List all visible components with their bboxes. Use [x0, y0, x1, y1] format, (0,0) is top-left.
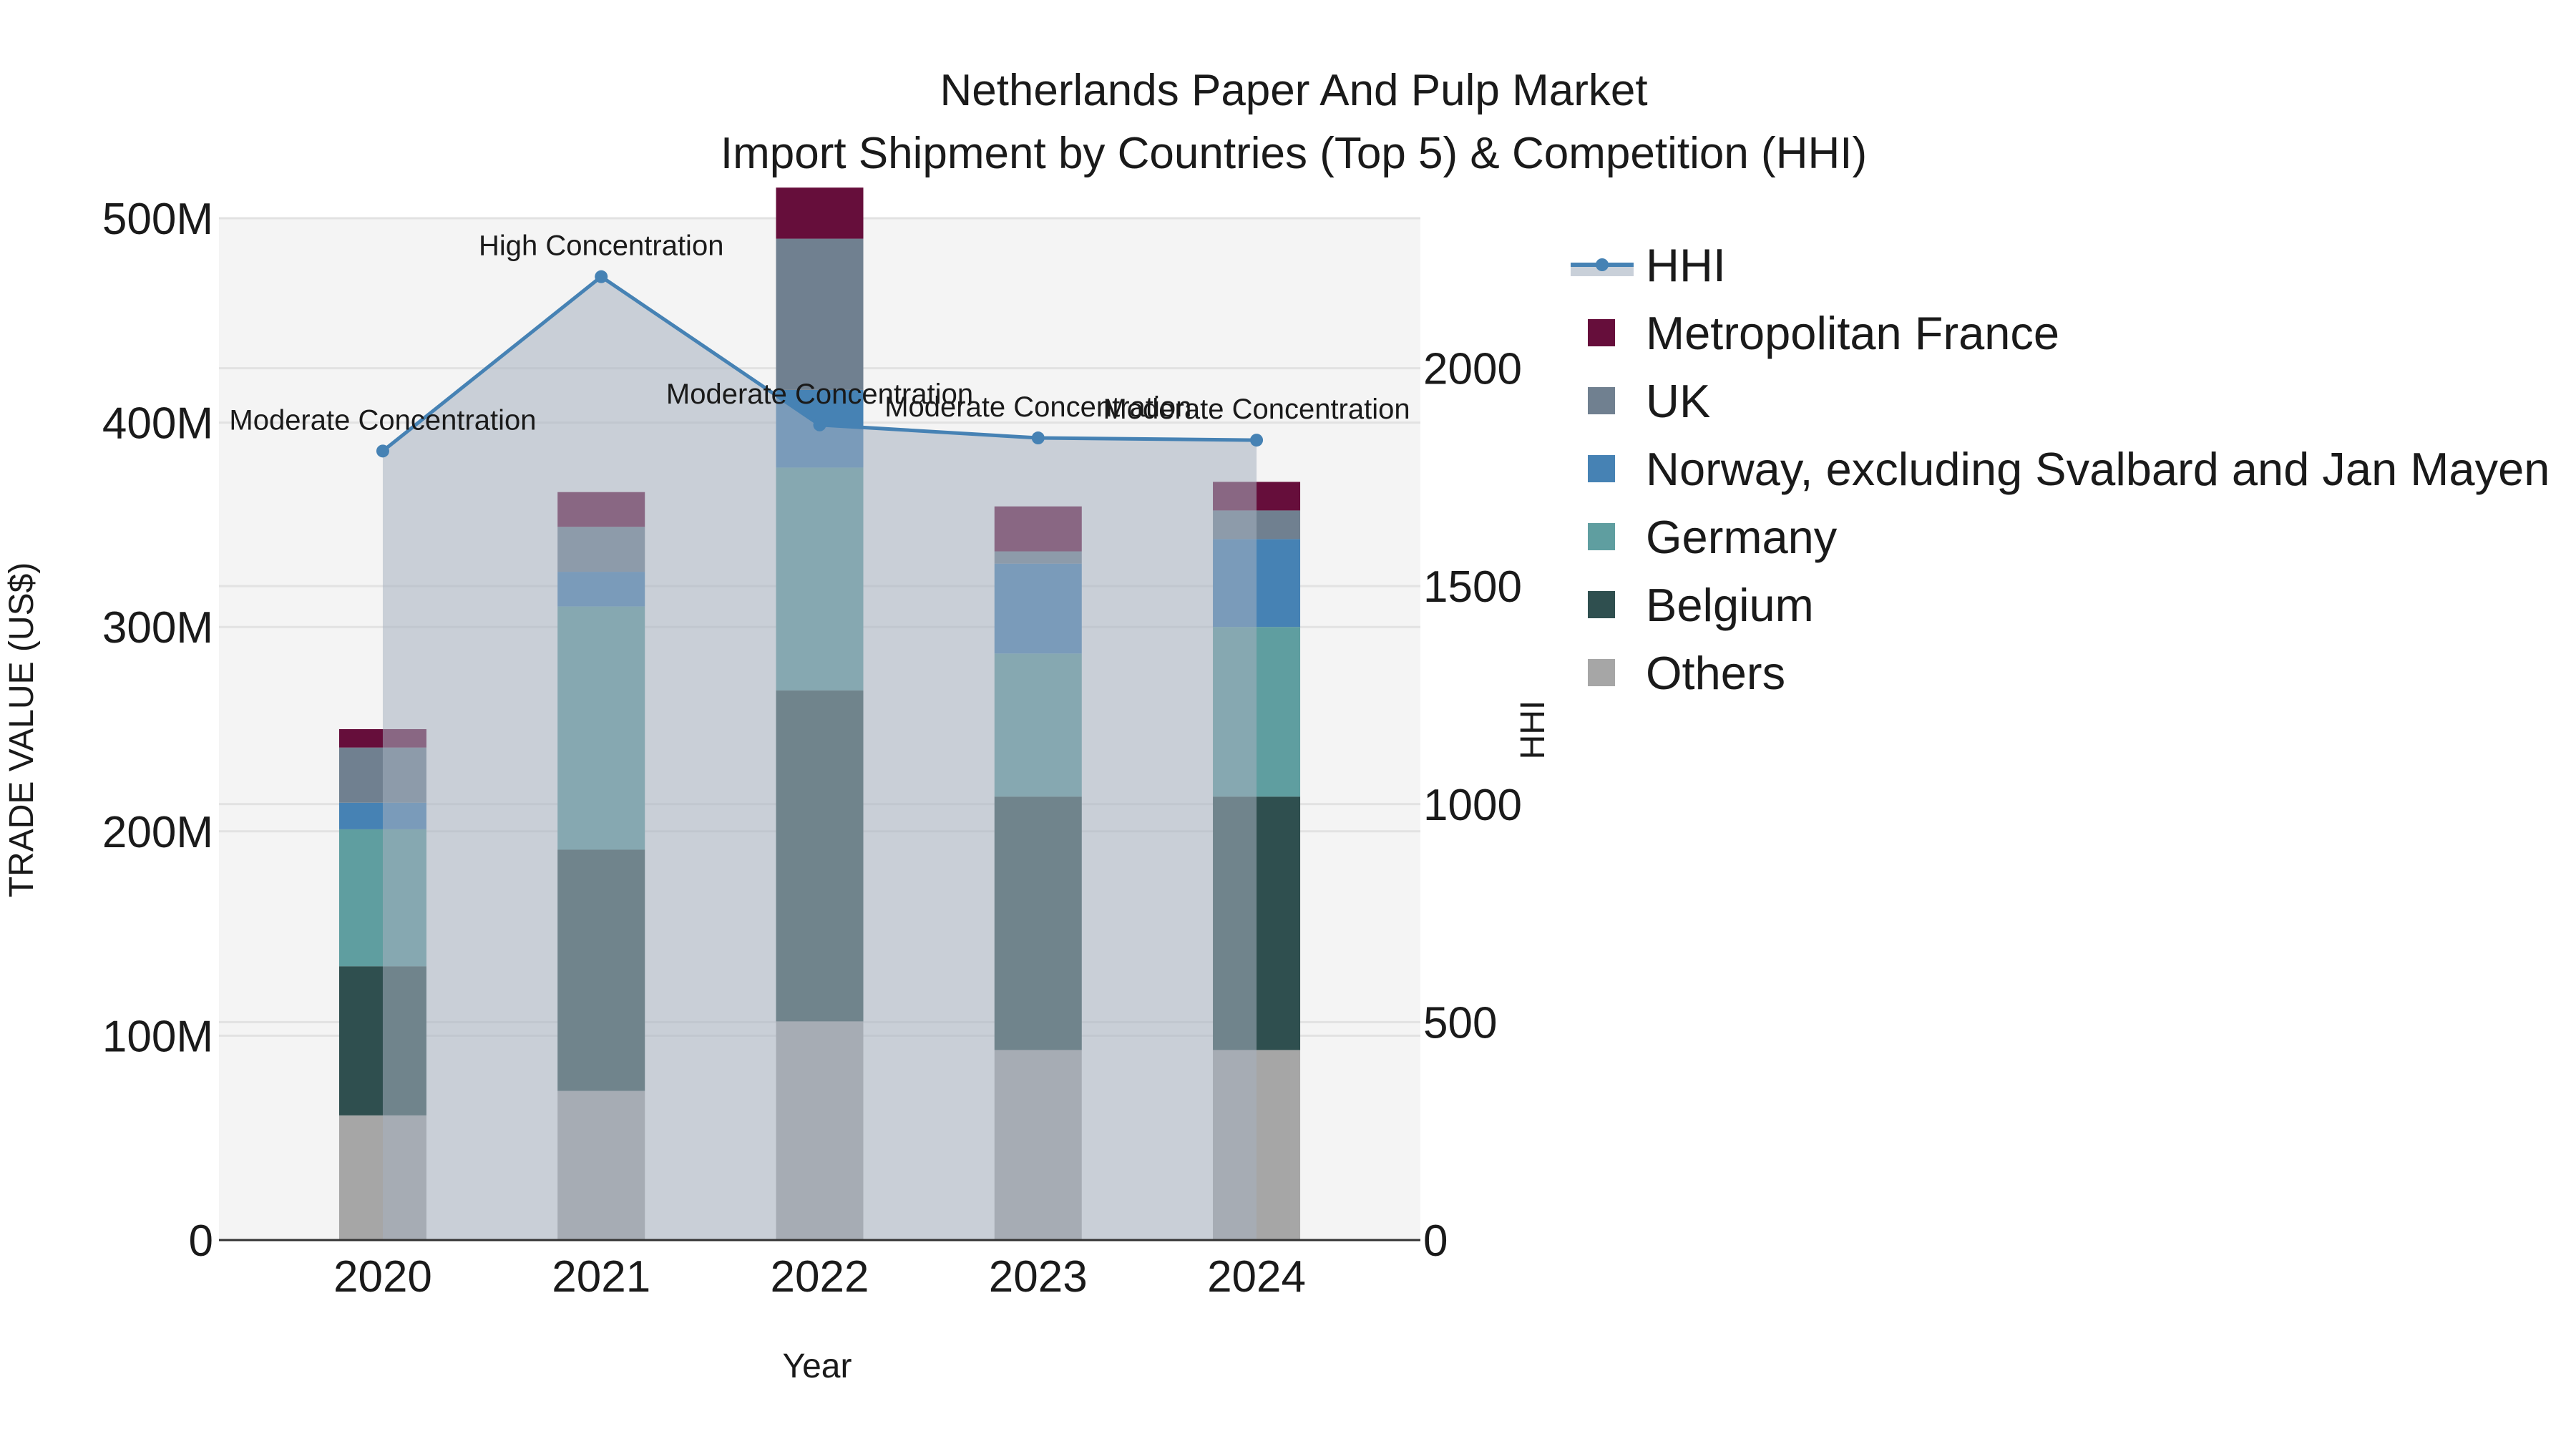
legend-label: Germany: [1646, 511, 1838, 563]
legend-label: Others: [1646, 647, 1786, 699]
y-tick-label: 300M: [102, 603, 213, 653]
x-tick-label: 2022: [770, 1252, 869, 1302]
bar-uk: [776, 239, 864, 390]
hhi-point: [814, 419, 826, 431]
y-tick-label: 100M: [102, 1012, 213, 1062]
legend-swatch: [1588, 523, 1615, 550]
y2-tick-label: 0: [1423, 1216, 1448, 1266]
legend-label: UK: [1646, 375, 1711, 427]
y2-tick-label: 500: [1423, 998, 1498, 1048]
bar-metropolitan-france: [776, 187, 864, 238]
y-tick-label: 400M: [102, 399, 213, 449]
legend-label: HHI: [1646, 239, 1726, 291]
chart-title: Netherlands Paper And Pulp Market: [940, 66, 1648, 115]
x-tick-label: 2023: [988, 1252, 1088, 1302]
legend-swatch: [1588, 387, 1615, 414]
legend-swatch-hhi-marker: [1596, 258, 1609, 271]
x-tick-label: 2024: [1207, 1252, 1307, 1302]
legend-label: Metropolitan France: [1646, 307, 2060, 359]
legend-label: Norway, excluding Svalbard and Jan Mayen: [1646, 443, 2550, 495]
hhi-annotation: Moderate Concentration: [884, 391, 1192, 424]
hhi-point: [1032, 431, 1045, 444]
hhi-point: [1250, 434, 1263, 447]
hhi-annotation: Moderate Concentration: [665, 378, 974, 410]
y-tick-label: 200M: [102, 807, 213, 857]
legend-swatch: [1588, 319, 1615, 346]
hhi-annotation: High Concentration: [479, 230, 724, 262]
legend-swatch: [1588, 659, 1615, 686]
y2-tick-label: 1500: [1423, 562, 1522, 613]
legend-swatch: [1588, 455, 1615, 482]
hhi-annotation: Moderate Concentration: [1103, 394, 1410, 426]
plot-area: [102, 187, 1522, 1302]
y2-tick-label: 1000: [1423, 780, 1522, 830]
y2-axis-title: HHI: [1514, 700, 1552, 760]
hhi-point: [595, 270, 608, 283]
x-tick-label: 2020: [333, 1252, 432, 1302]
x-tick-label: 2021: [552, 1252, 651, 1302]
hhi-annotation: Moderate Concentration: [229, 404, 537, 436]
legend-label: Belgium: [1646, 579, 1814, 631]
y-tick-label: 500M: [102, 195, 213, 244]
legend-swatch: [1588, 591, 1615, 618]
chart-subtitle: Import Shipment by Countries (Top 5) & Competition (HHI): [720, 129, 1868, 178]
y-tick-label: 0: [188, 1216, 213, 1266]
y2-tick-label: 2000: [1423, 344, 1522, 394]
x-axis-title: Year: [782, 1347, 852, 1385]
legend: [1571, 239, 2550, 699]
y-axis-title: TRADE VALUE (US$): [3, 562, 41, 898]
hhi-point: [376, 444, 389, 457]
